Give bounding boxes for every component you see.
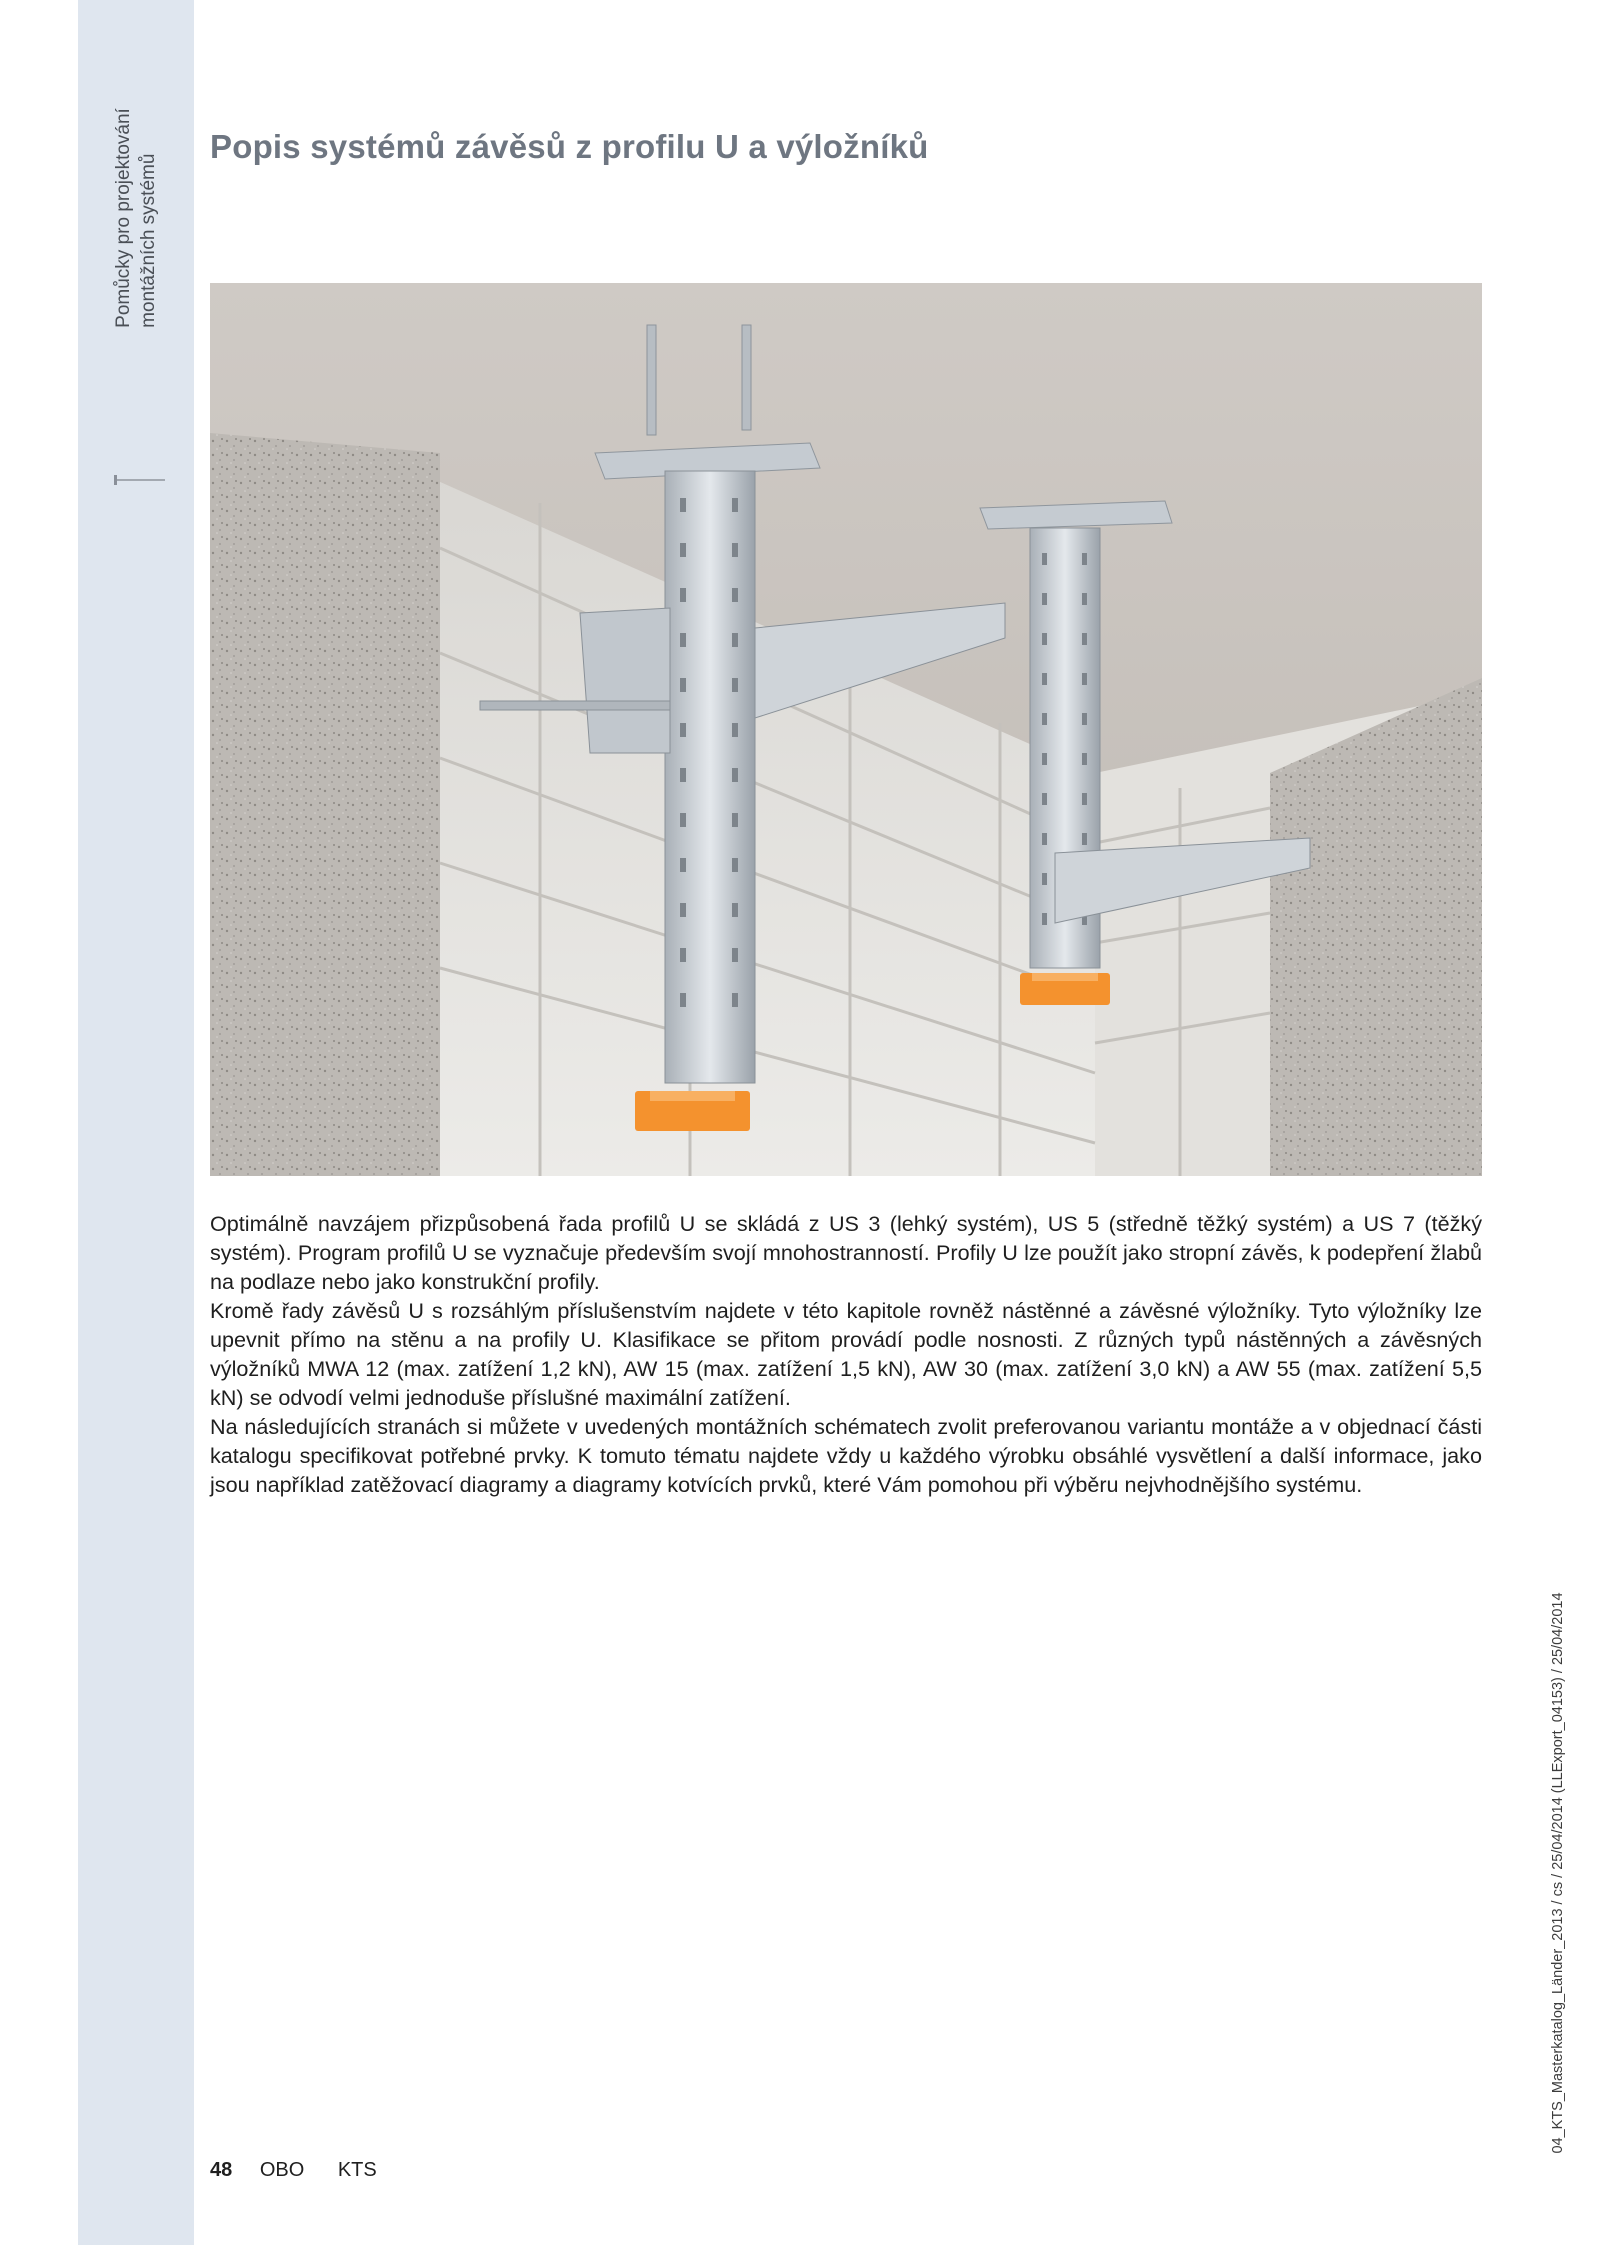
brand-label: OBO xyxy=(259,2159,305,2181)
sidebar-label-line-2: montážních systémů xyxy=(138,153,159,328)
page-footer xyxy=(210,2159,377,2182)
section-label: KTS xyxy=(337,2159,377,2181)
sidebar-section-label xyxy=(111,108,161,328)
paragraph: Na následujících stranách si můžete v uvedených montážních schématech zvolit preferovanou variantu montáže a v objednací části katalogu specifikovat potřebné prvky. K tomuto tématu najdete vždy u každého výrobku obsáhlé vysvětlení a další informace, jako jsou například zatěžovací diagramy a diagramy kotvících prvků, které Vám pomohou při výběru nejvhodnějšího systému. xyxy=(210,1414,1482,1497)
sidebar-label-line-1: Pomůcky pro projektování xyxy=(113,108,134,328)
sidebar-marker-icon xyxy=(114,474,168,486)
document-reference: 04_KTS_Masterkatalog_Länder_2013 / cs / 25/04/2014 (LLExport_04153) / 25/04/2014 xyxy=(1550,1592,1566,2154)
sidebar xyxy=(78,0,194,2245)
page-number: 48 xyxy=(210,2159,233,2181)
page-title: Popis systémů závěsů z profilu U a výložníků xyxy=(210,128,929,165)
description-text xyxy=(210,1209,1482,1499)
paragraph: Optimálně navzájem přizpůsobená řada profilů U se skládá z US 3 (lehký systém), US 5 (středně těžký systém) a US 7 (těžký systém). Program profilů U se vyznačuje především svojí mnohostranností. Profily U lze použít jako stropní závěs, k podepření žlabů na podlaze nebo jako konstrukční profily. xyxy=(210,1211,1482,1294)
paragraph: Kromě řady závěsů U s rozsáhlým příslušenstvím najdete v této kapitole rovněž nástěnné a závěsné výložníky. Tyto výložníky lze upevnit přímo na stěnu a na profily U. Klasifikace se přitom provádí podle nosnosti. Z různých typů nástěnných a závěsných výložníků MWA 12 (max. zatížení 1,2 kN), AW 15 (max. zatížení 1,5 kN), AW 30 (max. zatížení 3,0 kN) a AW 55 (max. zatížení 5,5 kN) se odvodí velmi jednoduše příslušné maximální zatížení. xyxy=(210,1298,1482,1410)
product-photo xyxy=(210,283,1482,1176)
